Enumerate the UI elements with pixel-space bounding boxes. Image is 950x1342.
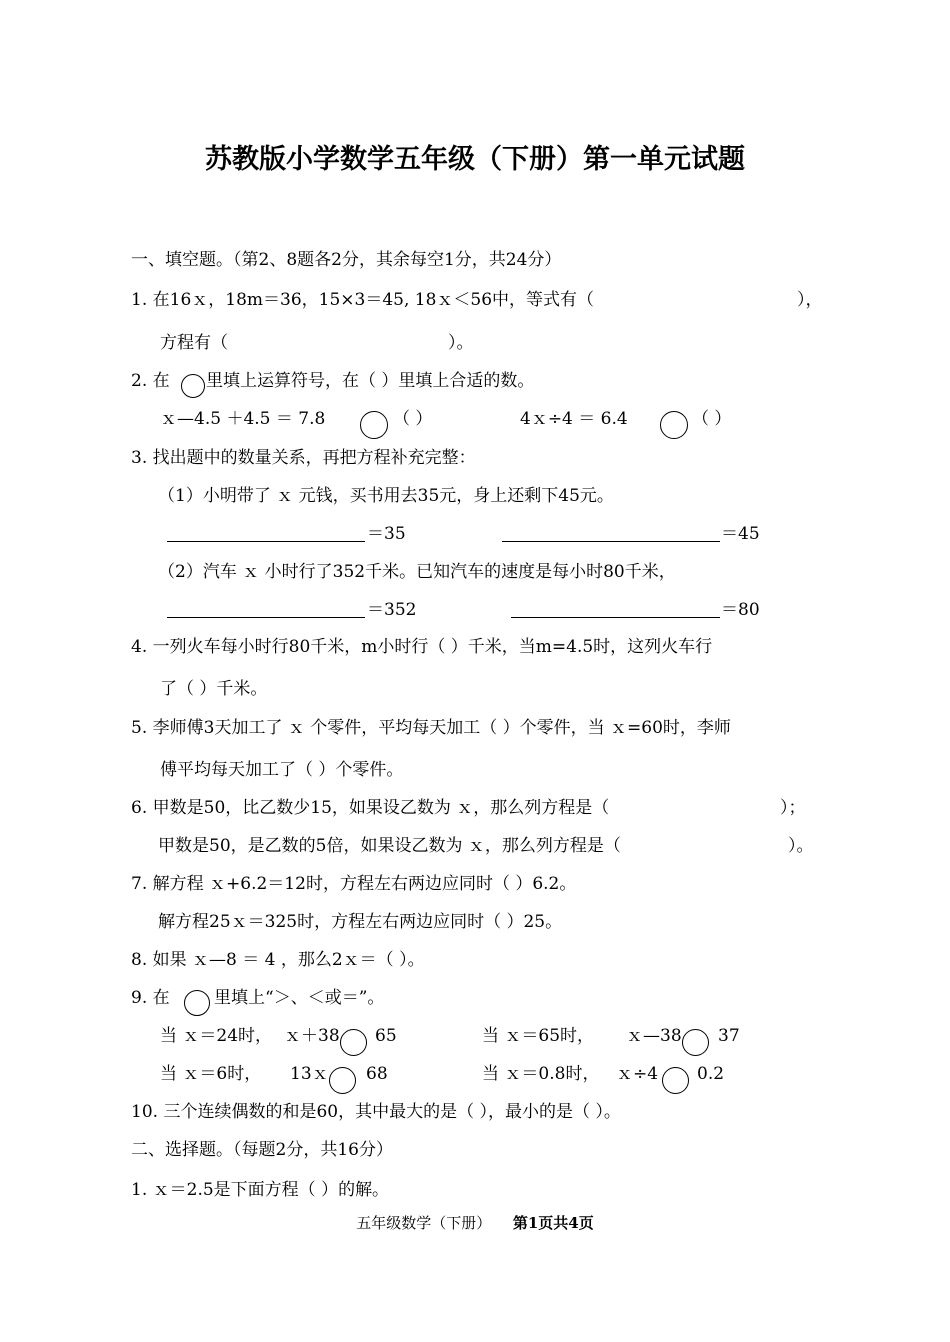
circle-blank: [181, 374, 205, 398]
q1-line2-end: ）。: [448, 333, 474, 353]
q3-blank4: ＝80: [721, 600, 760, 620]
q4-line2: 了（ ）千米。: [160, 679, 268, 699]
q6-line2: 甲数是50，是乙数的5倍，如果设乙数为 ｘ，那么列方程是（: [158, 836, 621, 856]
q2-eq1-paren: （ ）: [393, 409, 433, 429]
q8-line1: 8. 如果 ｘ—8 ＝ 4 ，那么2ｘ＝（ ）。: [131, 950, 425, 970]
section2-q1-line1: 1. ｘ＝2.5是下面方程（ ）的解。: [131, 1180, 390, 1200]
q9-r2a-cond: 当 ｘ＝6时，: [160, 1064, 262, 1084]
q3-blank3: ＝352: [367, 600, 417, 620]
q2-eq1: ｘ—4.5 ＋4.5 ＝ 7.8: [160, 409, 326, 429]
q9-r1a-val: 65: [375, 1026, 397, 1046]
q7-line1: 7. 解方程 ｘ+6.2＝12时，方程左右两边应同时（ ）6.2。: [131, 874, 577, 894]
answer-line: [167, 541, 365, 542]
footer-page-number: 第1页共4页: [512, 1214, 594, 1232]
circle-blank: [660, 411, 688, 439]
circle-blank: [184, 990, 210, 1016]
answer-line: [502, 541, 720, 542]
q2-eq2-paren: （ ）: [692, 409, 732, 429]
q6-line1: 6. 甲数是50，比乙数少15，如果设乙数为 ｘ，那么列方程是（: [131, 798, 610, 818]
q9-r1a-expr: ｘ＋38: [284, 1026, 340, 1046]
q9-r2b-val: 0.2: [697, 1064, 725, 1084]
q2-line1-a: 2. 在: [131, 371, 170, 391]
q1-line1: 1. 在16ｘ，18m＝36，15×3＝45, 18ｘ＜56中，等式有（: [131, 290, 595, 310]
section1-heading: 一、填空题。（第2、8题各2分，其余每空1分，共24分）: [131, 250, 562, 270]
q3-line1: 3. 找出题中的数量关系，再把方程补充完整：: [131, 448, 476, 468]
q9-r1b-val: 37: [718, 1026, 740, 1046]
q5-line1: 5. 李师傅3天加工了 ｘ 个零件，平均每天加工（ ）个零件，当 ｘ=60时，李师: [131, 718, 731, 738]
q9-r2b-cond: 当 ｘ＝0.8时，: [482, 1064, 600, 1084]
q9-line1-b: 里填上“＞、＜或＝”。: [214, 988, 385, 1008]
q9-r1b-expr: ｘ—38: [626, 1026, 682, 1046]
page-title: 苏教版小学数学五年级（下册）第一单元试题: [205, 144, 745, 175]
circle-blank: [682, 1029, 709, 1056]
q6-line1-end: ）；: [780, 798, 806, 818]
q3-blank1: ＝35: [367, 524, 406, 544]
q4-line1: 4. 一列火车每小时行80千米，m小时行（ ）千米，当m=4.5时，这列火车行: [131, 637, 713, 657]
q3-sub1: （1）小明带了 ｘ 元钱，买书用去35元，身上还剩下45元。: [158, 486, 614, 506]
q10-line1: 10. 三个连续偶数的和是60，其中最大的是（ ），最小的是（ ）。: [131, 1102, 621, 1122]
q1-line2: 方程有（: [160, 333, 228, 353]
q7-line2: 解方程25ｘ＝325时，方程左右两边应同时（ ）25。: [158, 912, 563, 932]
section2-heading: 二、选择题。（每题2分，共16分）: [131, 1140, 393, 1160]
footer-course: 五年级数学（下册）: [356, 1214, 492, 1232]
q2-line1-b: 里填上运算符号，在（ ）里填上合适的数。: [206, 371, 535, 391]
circle-blank: [329, 1067, 356, 1094]
q3-blank2: ＝45: [721, 524, 760, 544]
q9-r2a-val: 68: [366, 1064, 388, 1084]
circle-blank: [662, 1067, 689, 1094]
q9-r1a-cond: 当 ｘ＝24时，: [160, 1026, 273, 1046]
q9-r1b-cond: 当 ｘ＝65时，: [482, 1026, 595, 1046]
q3-sub2: （2）汽车 ｘ 小时行了352千米。已知汽车的速度是每小时80千米，: [158, 562, 676, 582]
q9-r2b-expr: ｘ÷4: [616, 1064, 659, 1084]
circle-blank: [340, 1029, 367, 1056]
circle-blank: [360, 411, 388, 439]
q2-eq2: 4ｘ÷4 ＝ 6.4: [520, 409, 628, 429]
q6-line2-end: ）。: [788, 836, 814, 856]
page-footer: [0, 1213, 950, 1233]
q9-line1-a: 9. 在: [131, 988, 170, 1008]
q9-r2a-expr: 13ｘ: [290, 1064, 329, 1084]
answer-line: [167, 617, 365, 618]
answer-line: [511, 617, 720, 618]
q1-line1-end: ），: [797, 290, 823, 310]
q5-line2: 傅平均每天加工了（ ）个零件。: [160, 760, 404, 780]
